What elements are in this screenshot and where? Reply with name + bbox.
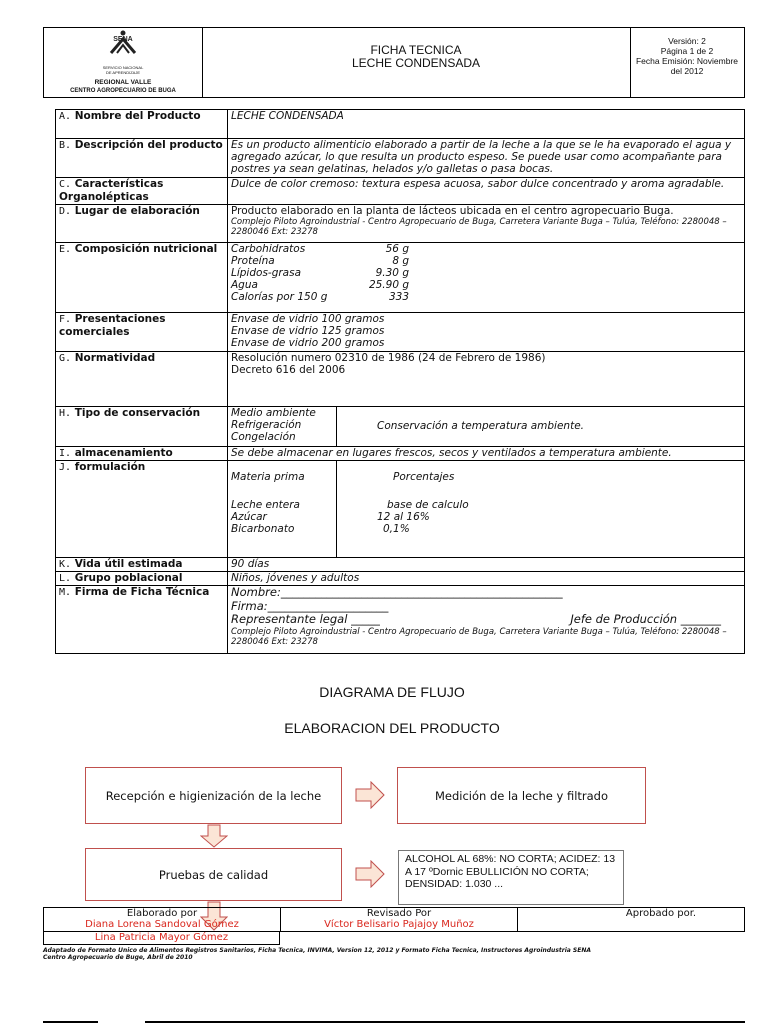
label-nombre: [56, 110, 228, 139]
label-descripcion: [56, 139, 228, 178]
footer-elaborado-label: Elaborado por: [126, 908, 198, 919]
norma-line1: Resolución numero 02310 de 1986 (24 de Febrero de 1986): [231, 352, 546, 364]
row-vida-util: [56, 558, 745, 572]
presentation-item: Envase de vidrio 200 gramos: [231, 337, 385, 349]
flow-step-pruebas: [85, 848, 342, 901]
row-grupo: [56, 572, 745, 586]
label-text-d: Lugar de elaboración: [74, 205, 200, 217]
nutrient-row: [231, 255, 741, 267]
version-text: Versión: 2: [668, 36, 706, 46]
flow-step-label: Pruebas de calidad: [158, 867, 269, 882]
conservation-types: [228, 407, 337, 446]
value-nombre: LECHE CONDENSADA: [228, 110, 745, 139]
footer-aprobado-label: Aprobado por.: [625, 908, 697, 919]
value-lugar: [228, 205, 745, 243]
quality-results-box: ALCOHOL AL 68%: NO CORTA; ACIDEZ: 13 A 17 ºDornic EBULLICIÓN NO CORTA; DENSIDAD: 1.030 ...: [398, 850, 624, 905]
flow-step-medicion: [397, 767, 646, 824]
row-firma: [56, 586, 745, 654]
label-conservacion: [56, 407, 228, 447]
letter-m: M.: [59, 587, 72, 598]
nutrient-name: Lípidos-grasa: [231, 267, 302, 279]
version-cell: [630, 28, 744, 97]
letter-k: K.: [59, 559, 72, 570]
conservation-type: Refrigeración: [231, 419, 302, 431]
label-vida-util: [56, 558, 228, 572]
value-conservacion: [228, 407, 745, 447]
formula-head-left: Materia prima: [231, 471, 305, 483]
formula-name: Azúcar: [231, 511, 267, 523]
label-text-j: formulación: [74, 461, 146, 473]
diagram-subtitle: ELABORACION DEL PRODUCTO: [284, 720, 500, 736]
nutrient-row: [231, 267, 741, 279]
value-descripcion: Es un producto alimenticio elaborado a partir de la leche a la que se le ha evaporado el agua y agregado azúcar, lo que resulta un producto espeso. Se puede usar como acompañante para postres ya sean gelatinas, helados y/o galletas o pasa bocas.: [228, 139, 745, 178]
firma-nombre: Nombre:_________________________________________________: [231, 585, 563, 599]
logo-brand: SENA: [113, 36, 133, 43]
row-conservacion: [56, 407, 745, 447]
page-text: Página 1 de 2: [660, 46, 714, 56]
nutrient-row: [231, 291, 741, 303]
row-formulacion: [56, 461, 745, 558]
label-composicion: [56, 243, 228, 313]
letter-e: E.: [59, 244, 72, 255]
label-text-f: Presentaciones comerciales: [59, 313, 166, 338]
value-grupo: Niños, jóvenes y adultos: [228, 572, 745, 586]
value-composicion: [228, 243, 745, 313]
nutrient-value: 8 g: [392, 255, 409, 267]
formula-values: [337, 461, 469, 557]
row-caracteristicas: [56, 178, 745, 205]
value-vida-util: 90 días: [228, 558, 745, 572]
formula-value: base de calculo: [387, 499, 469, 511]
firma-roles: [231, 613, 741, 627]
letter-l: L.: [59, 573, 72, 584]
letter-i: I.: [59, 448, 72, 459]
label-grupo: [56, 572, 228, 586]
footer-revisado: [281, 908, 518, 931]
value-firma: [228, 586, 745, 654]
nutrient-name: Calorías por 150 g: [231, 291, 328, 303]
logo-centro: CENTRO AGROPECUARIO DE BUGA: [70, 88, 176, 94]
letter-f: F.: [59, 314, 72, 325]
letter-g: G.: [59, 353, 72, 364]
formula-value: 0,1%: [383, 523, 410, 535]
flow-step-label: Medición de la leche y filtrado: [434, 788, 609, 803]
label-almacenamiento: [56, 447, 228, 461]
letter-d: D.: [59, 206, 72, 217]
arrow-right-icon: [355, 860, 385, 888]
nutrient-value: 333: [388, 291, 409, 303]
logo-regional: REGIONAL VALLE: [94, 79, 152, 86]
conservation-type: Congelación: [231, 431, 296, 443]
firma-line: Firma:_____________________: [231, 598, 389, 613]
logo-line2: DE APRENDIZAJE: [105, 70, 140, 75]
title-cell: [202, 28, 631, 97]
label-caracteristicas: [56, 178, 228, 205]
arrow-right-icon: [355, 781, 385, 809]
value-normatividad: [228, 352, 745, 407]
logo-cell: [44, 28, 203, 97]
doc-title: FICHA TECNICA: [370, 43, 462, 57]
row-presentaciones: [56, 313, 745, 352]
next-page-rule-right: [145, 1021, 745, 1023]
doc-subtitle: LECHE CONDENSADA: [351, 56, 481, 70]
value-presentaciones: [228, 313, 745, 352]
label-text-g: Normatividad: [74, 352, 156, 364]
nutrient-row: [231, 279, 741, 291]
lugar-address: Complejo Piloto Agroindustrial - Centro Agropecuario de Buga, Carretera Variante Buga – Tulúa, Teléfono: 2280048 – 2280046 Ext: 23278: [231, 217, 727, 237]
letter-c: C.: [59, 179, 72, 190]
conservation-type: Medio ambiente: [231, 407, 316, 419]
diagram-title: DIAGRAMA DE FLUJO: [319, 684, 465, 700]
row-lugar: [56, 205, 745, 243]
label-presentaciones: [56, 313, 228, 352]
firma-representante: Representante legal _____: [231, 612, 380, 626]
label-text-l: Grupo poblacional: [74, 572, 183, 584]
footer-second-author-name: Lina Patricia Mayor Gómez: [94, 932, 229, 943]
label-text-i: almacenamiento: [74, 447, 173, 459]
spec-table: [55, 109, 745, 654]
label-text-m: Firma de Ficha Técnica: [74, 586, 210, 598]
row-composicion: [56, 243, 745, 313]
firma-jefe: Jefe de Producción _______: [570, 612, 721, 626]
next-page-rule-left: [43, 1021, 98, 1023]
nutrient-row: [231, 243, 741, 255]
nutrient-name: Proteína: [231, 255, 275, 267]
label-lugar: [56, 205, 228, 243]
presentation-item: Envase de vidrio 100 gramos: [231, 313, 385, 325]
value-caracteristicas: Dulce de color cremoso: textura espesa acuosa, sabor dulce concentrado y aroma agradable.: [228, 178, 745, 205]
value-formulacion: [228, 461, 745, 558]
footer-aprobado: [518, 908, 744, 931]
logo-line1: SERVICIO NACIONAL: [102, 65, 144, 70]
formula-name: Bicarbonato: [231, 523, 295, 535]
nutrient-name: Carbohidratos: [231, 243, 306, 255]
label-text-e: Composición nutricional: [74, 243, 218, 255]
formula-names: [228, 461, 337, 557]
nutrient-value: 9.30 g: [375, 267, 409, 279]
footer-note-1: Adaptado de Formato Unico de Alimentos Registros Sanitarios, Ficha Tecnica, INVIMA, Version 12, 2012 y Formato Ficha Tecnica, Instructores Agroindustria SENA: [43, 947, 592, 954]
arrow-down-icon: [200, 824, 228, 848]
label-text-a: Nombre del Producto: [74, 110, 201, 122]
letter-a: A.: [59, 111, 72, 122]
nutrient-name: Agua: [231, 279, 258, 291]
row-nombre: [56, 110, 745, 139]
formula-head-right: Porcentajes: [393, 471, 455, 483]
footer-elaborado-name: Diana Lorena Sandoval Gómez: [85, 919, 239, 930]
letter-b: B.: [59, 140, 72, 151]
conservation-value: Conservación a temperatura ambiente.: [377, 420, 585, 432]
presentation-item: Envase de vidrio 125 gramos: [231, 325, 385, 337]
footer-elaborado: [44, 908, 281, 931]
row-normatividad: [56, 352, 745, 407]
norma-line2: Decreto 616 del 2006: [231, 364, 346, 376]
row-almacenamiento: [56, 447, 745, 461]
nutrient-value: 56 g: [385, 243, 409, 255]
label-text-c: Características Organolépticas: [59, 178, 164, 203]
label-text-b: Descripción del producto: [74, 139, 223, 151]
footer-note-2: Centro Agropecuario de Buge, Abril de 2010: [43, 954, 193, 961]
letter-h: H.: [59, 408, 72, 419]
document-header: [43, 27, 745, 98]
value-almacenamiento: Se debe almacenar en lugares frescos, secos y ventilados a temperatura ambiente.: [228, 447, 745, 461]
approval-footer: [43, 907, 745, 932]
footer-revisado-label: Revisado Por: [366, 908, 432, 919]
footer-revisado-name: Víctor Belisario Pajajoy Muñoz: [324, 919, 474, 930]
lugar-text: Producto elaborado en la planta de lácteos ubicada en el centro agropecuario Buga.: [231, 205, 674, 217]
row-descripcion: [56, 139, 745, 178]
formula-value: 12 al 16%: [377, 511, 430, 523]
letter-j: J.: [59, 462, 72, 473]
formula-name: Leche entera: [231, 499, 300, 511]
emission-text: Fecha Emisión: Noviembre del 2012: [635, 56, 739, 76]
flow-step-label: Recepción e higienización de la leche: [105, 788, 322, 803]
label-text-h: Tipo de conservación: [74, 407, 201, 419]
flow-step-recepcion: [85, 767, 342, 824]
label-firma: [56, 586, 228, 654]
label-normatividad: [56, 352, 228, 407]
label-text-k: Vida útil estimada: [74, 558, 183, 570]
label-formulacion: [56, 461, 228, 558]
firma-address: Complejo Piloto Agroindustrial - Centro Agropecuario de Buga, Carretera Variante Buga – Tulúa, Teléfono: 2280048 – 2280046 Ext: 23278: [231, 626, 727, 647]
nutrient-value: 25.90 g: [368, 279, 409, 291]
footer-second-author: [43, 932, 280, 945]
